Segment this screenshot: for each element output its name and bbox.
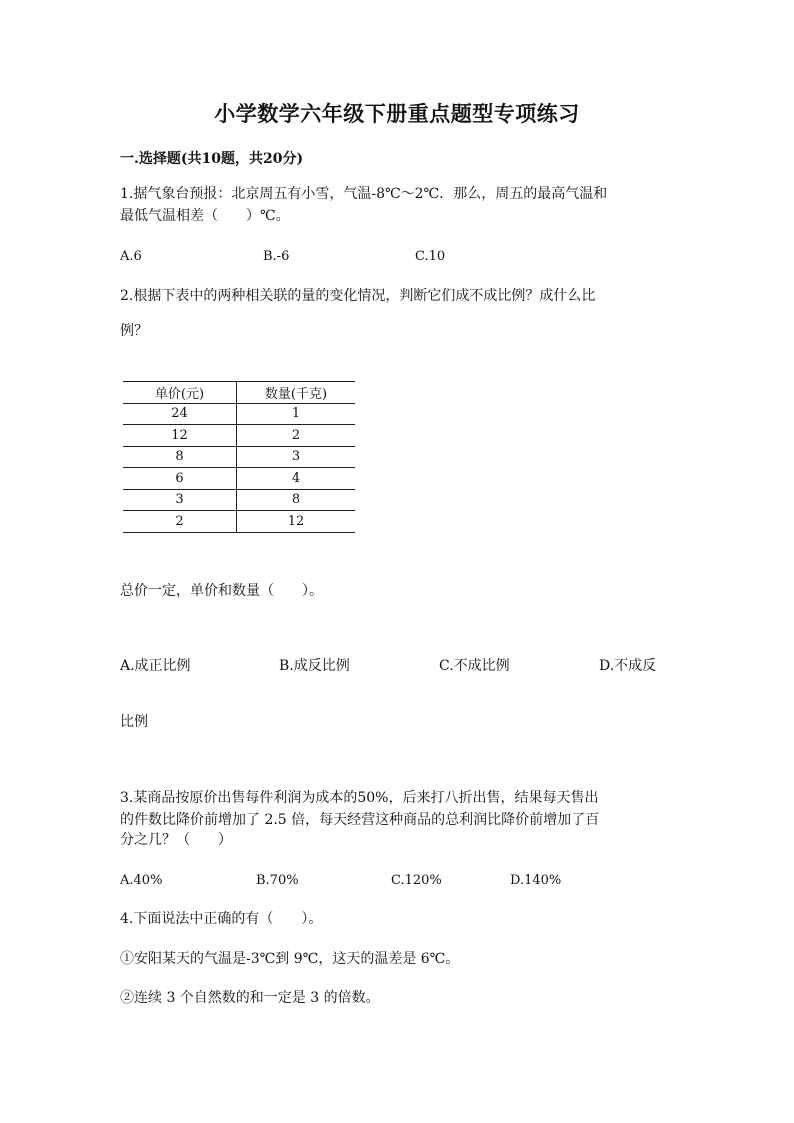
question-3-option-c: C.120% xyxy=(391,873,442,888)
question-4-item-2: ②连续 3 个自然数的和一定是 3 的倍数。 xyxy=(120,990,380,1006)
table-row xyxy=(123,489,355,511)
table-cell: 8 xyxy=(123,446,237,468)
section-heading: 一.选择题(共10题，共20分) xyxy=(120,151,304,167)
table-cell: 2 xyxy=(237,425,356,447)
price-quantity-table xyxy=(123,381,355,533)
table-cell: 8 xyxy=(237,489,356,511)
question-2-option-a: A.成正比例 xyxy=(120,658,191,674)
question-3-line-1: 3.某商品按原价出售每件利润为成本的50%，后来打八折出售，结果每天售出 xyxy=(120,790,599,806)
question-1-line-1: 1.据气象台预报：北京周五有小雪，气温-8℃～2℃．那么，周五的最高气温和 xyxy=(120,186,608,202)
question-2-option-c: C.不成比例 xyxy=(439,658,510,674)
page-title: 小学数学六年级下册重点题型专项练习 xyxy=(214,101,580,126)
table-header-quantity: 数量(千克) xyxy=(237,382,356,404)
question-2-option-d-wrap: 比例 xyxy=(120,714,148,730)
table-cell: 3 xyxy=(123,489,237,511)
table-cell: 3 xyxy=(237,446,356,468)
table-cell: 12 xyxy=(123,425,237,447)
question-2-option-b: B.成反比例 xyxy=(279,658,350,674)
table-row xyxy=(123,425,355,447)
question-2-line-2: 例？ xyxy=(120,323,148,339)
table-header-row xyxy=(123,382,355,404)
question-3-option-b: B.70% xyxy=(256,873,299,888)
table-cell: 6 xyxy=(123,468,237,490)
question-3-option-d: D.140% xyxy=(510,873,562,888)
question-1-option-b: B.-6 xyxy=(263,249,290,264)
question-3-line-3: 分之几？（ ） xyxy=(120,832,232,848)
table-cell: 4 xyxy=(237,468,356,490)
question-3-option-a: A.40% xyxy=(120,873,163,888)
question-4-item-1: ①安阳某天的气温是-3℃到 9℃，这天的温差是 6℃。 xyxy=(120,951,460,967)
question-2-stem: 总价一定，单价和数量（ ）。 xyxy=(120,583,323,599)
table-cell: 24 xyxy=(123,403,237,425)
table-row xyxy=(123,468,355,490)
question-3-line-2: 的件数比降价前增加了 2.5 倍，每天经营这种商品的总利润比降价前增加了百 xyxy=(120,812,600,828)
table-row xyxy=(123,511,355,533)
table-row xyxy=(123,446,355,468)
table-row xyxy=(123,403,355,425)
question-4-line-1: 4.下面说法中正确的有（ ）。 xyxy=(120,911,323,927)
question-2-option-d: D.不成反 xyxy=(599,658,657,674)
table-cell: 2 xyxy=(123,511,237,533)
question-2-line-1: 2.根据下表中的两种相关联的量的变化情况，判断它们成不成比例？成什么比 xyxy=(120,288,596,304)
question-1-option-a: A.6 xyxy=(120,249,142,264)
table-cell: 1 xyxy=(237,403,356,425)
table-header-unit-price: 单价(元) xyxy=(123,382,237,404)
question-1-option-c: C.10 xyxy=(415,249,446,264)
question-1-line-2: 最低气温相差（ ）℃。 xyxy=(120,208,290,224)
table-cell: 12 xyxy=(237,511,356,533)
